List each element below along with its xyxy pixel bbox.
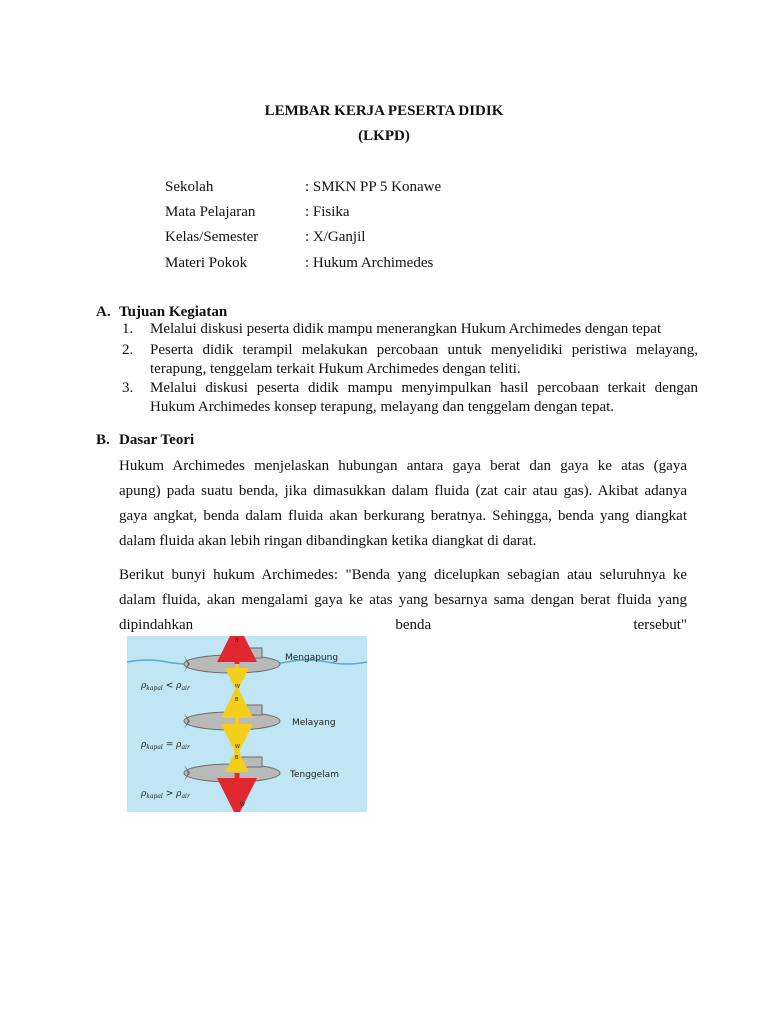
state-label-mengapung: Mengapung (285, 653, 339, 663)
section-letter: B. (96, 432, 110, 448)
list-item (122, 379, 698, 417)
list-text-line: terapung, tenggelam terkait Hukum Archimedes dengan teliti. (150, 361, 521, 377)
list-text: Melalui diskusi peserta didik mampu menerangkan Hukum Archimedes dengan tepat (150, 321, 662, 337)
paragraph-line: dalam fluida, akan mengalami gaya ke atas yang besarnya sama dengan berat fluida yang (119, 592, 687, 608)
archimedes-figure (127, 636, 367, 812)
paragraph-line: apung) pada suatu benda, jika dimasukkan dalam fluida (zat cair atau gas). Akibat adanya (119, 483, 687, 499)
submarine-floating (140, 638, 338, 692)
paragraph-line (119, 613, 687, 638)
paragraph-line: Hukum Archimedes menjelaskan hubungan antara gaya berat dan gaya ke atas (gaya (119, 458, 687, 474)
paragraph-line-text: dipindahkan benda tersebut" (119, 617, 687, 633)
info-value: : Hukum Archimedes (305, 255, 434, 271)
state-label-melayang: Melayang (292, 718, 336, 728)
submarine-hovering (140, 697, 336, 751)
section-title: Tujuan Kegiatan (119, 304, 228, 320)
info-value: : Fisika (305, 204, 350, 220)
theory-paragraph-1 (119, 454, 687, 554)
section-b-heading (96, 432, 194, 449)
density-relation-1: $\rho_{kapal} < \rho_{air}$ (141, 681, 190, 692)
info-label: Kelas/Semester (165, 229, 259, 245)
list-number: 2. (122, 342, 134, 358)
info-value: : SMKN PP 5 Konawe (305, 179, 442, 195)
list-item (122, 320, 698, 339)
list-number: 1. (122, 321, 134, 337)
force-label-b: B (235, 697, 239, 703)
submarine-sinking (140, 755, 339, 808)
section-letter: A. (96, 304, 111, 320)
paragraph-line: gaya angkat, benda dalam fluida akan berkurang beratnya. Sehingga, benda yang diangkat (119, 508, 687, 524)
force-label-b: B (235, 638, 239, 644)
info-label: Materi Pokok (165, 255, 248, 271)
title-line-2: (LKPD) (358, 128, 410, 144)
section-title: Dasar Teori (119, 432, 195, 448)
density-relation-2: $\rho_{kapal} = \rho_{air}$ (141, 740, 190, 751)
force-label-w: W (240, 802, 245, 808)
info-label: Mata Pelajaran (165, 204, 256, 220)
density-relation-3: $\rho_{kapal} > \rho_{air}$ (141, 789, 190, 800)
info-label: Sekolah (165, 179, 214, 195)
force-label-w: W (235, 744, 240, 750)
force-label-b: B (235, 755, 239, 761)
section-a-heading (96, 304, 227, 321)
list-text-line: Peserta didik terampil melakukan percobaan untuk menyelidiki peristiwa melayang, (150, 342, 698, 358)
list-number: 3. (122, 380, 134, 396)
paragraph-line: Berikut bunyi hukum Archimedes: "Benda yang dicelupkan sebagian atau seluruhnya ke (119, 567, 687, 583)
list-text-line: Melalui diskusi peserta didik mampu menyimpulkan hasil percobaan terkait dengan (150, 380, 698, 396)
title-line-1: LEMBAR KERJA PESERTA DIDIK (264, 103, 504, 119)
info-value: : X/Ganjil (305, 229, 366, 245)
theory-paragraph-2 (119, 563, 687, 638)
force-label-w: W (235, 684, 240, 690)
list-text-line: Hukum Archimedes konsep terapung, melayang dan tenggelam dengan tepat. (150, 399, 615, 415)
list-item (122, 341, 698, 379)
submarine-diagram (127, 636, 367, 812)
state-label-tenggelam: Tenggelam (290, 770, 339, 780)
paragraph-line: dalam fluida akan lebih ringan dibandingkan ketika diangkat di darat. (119, 533, 537, 549)
